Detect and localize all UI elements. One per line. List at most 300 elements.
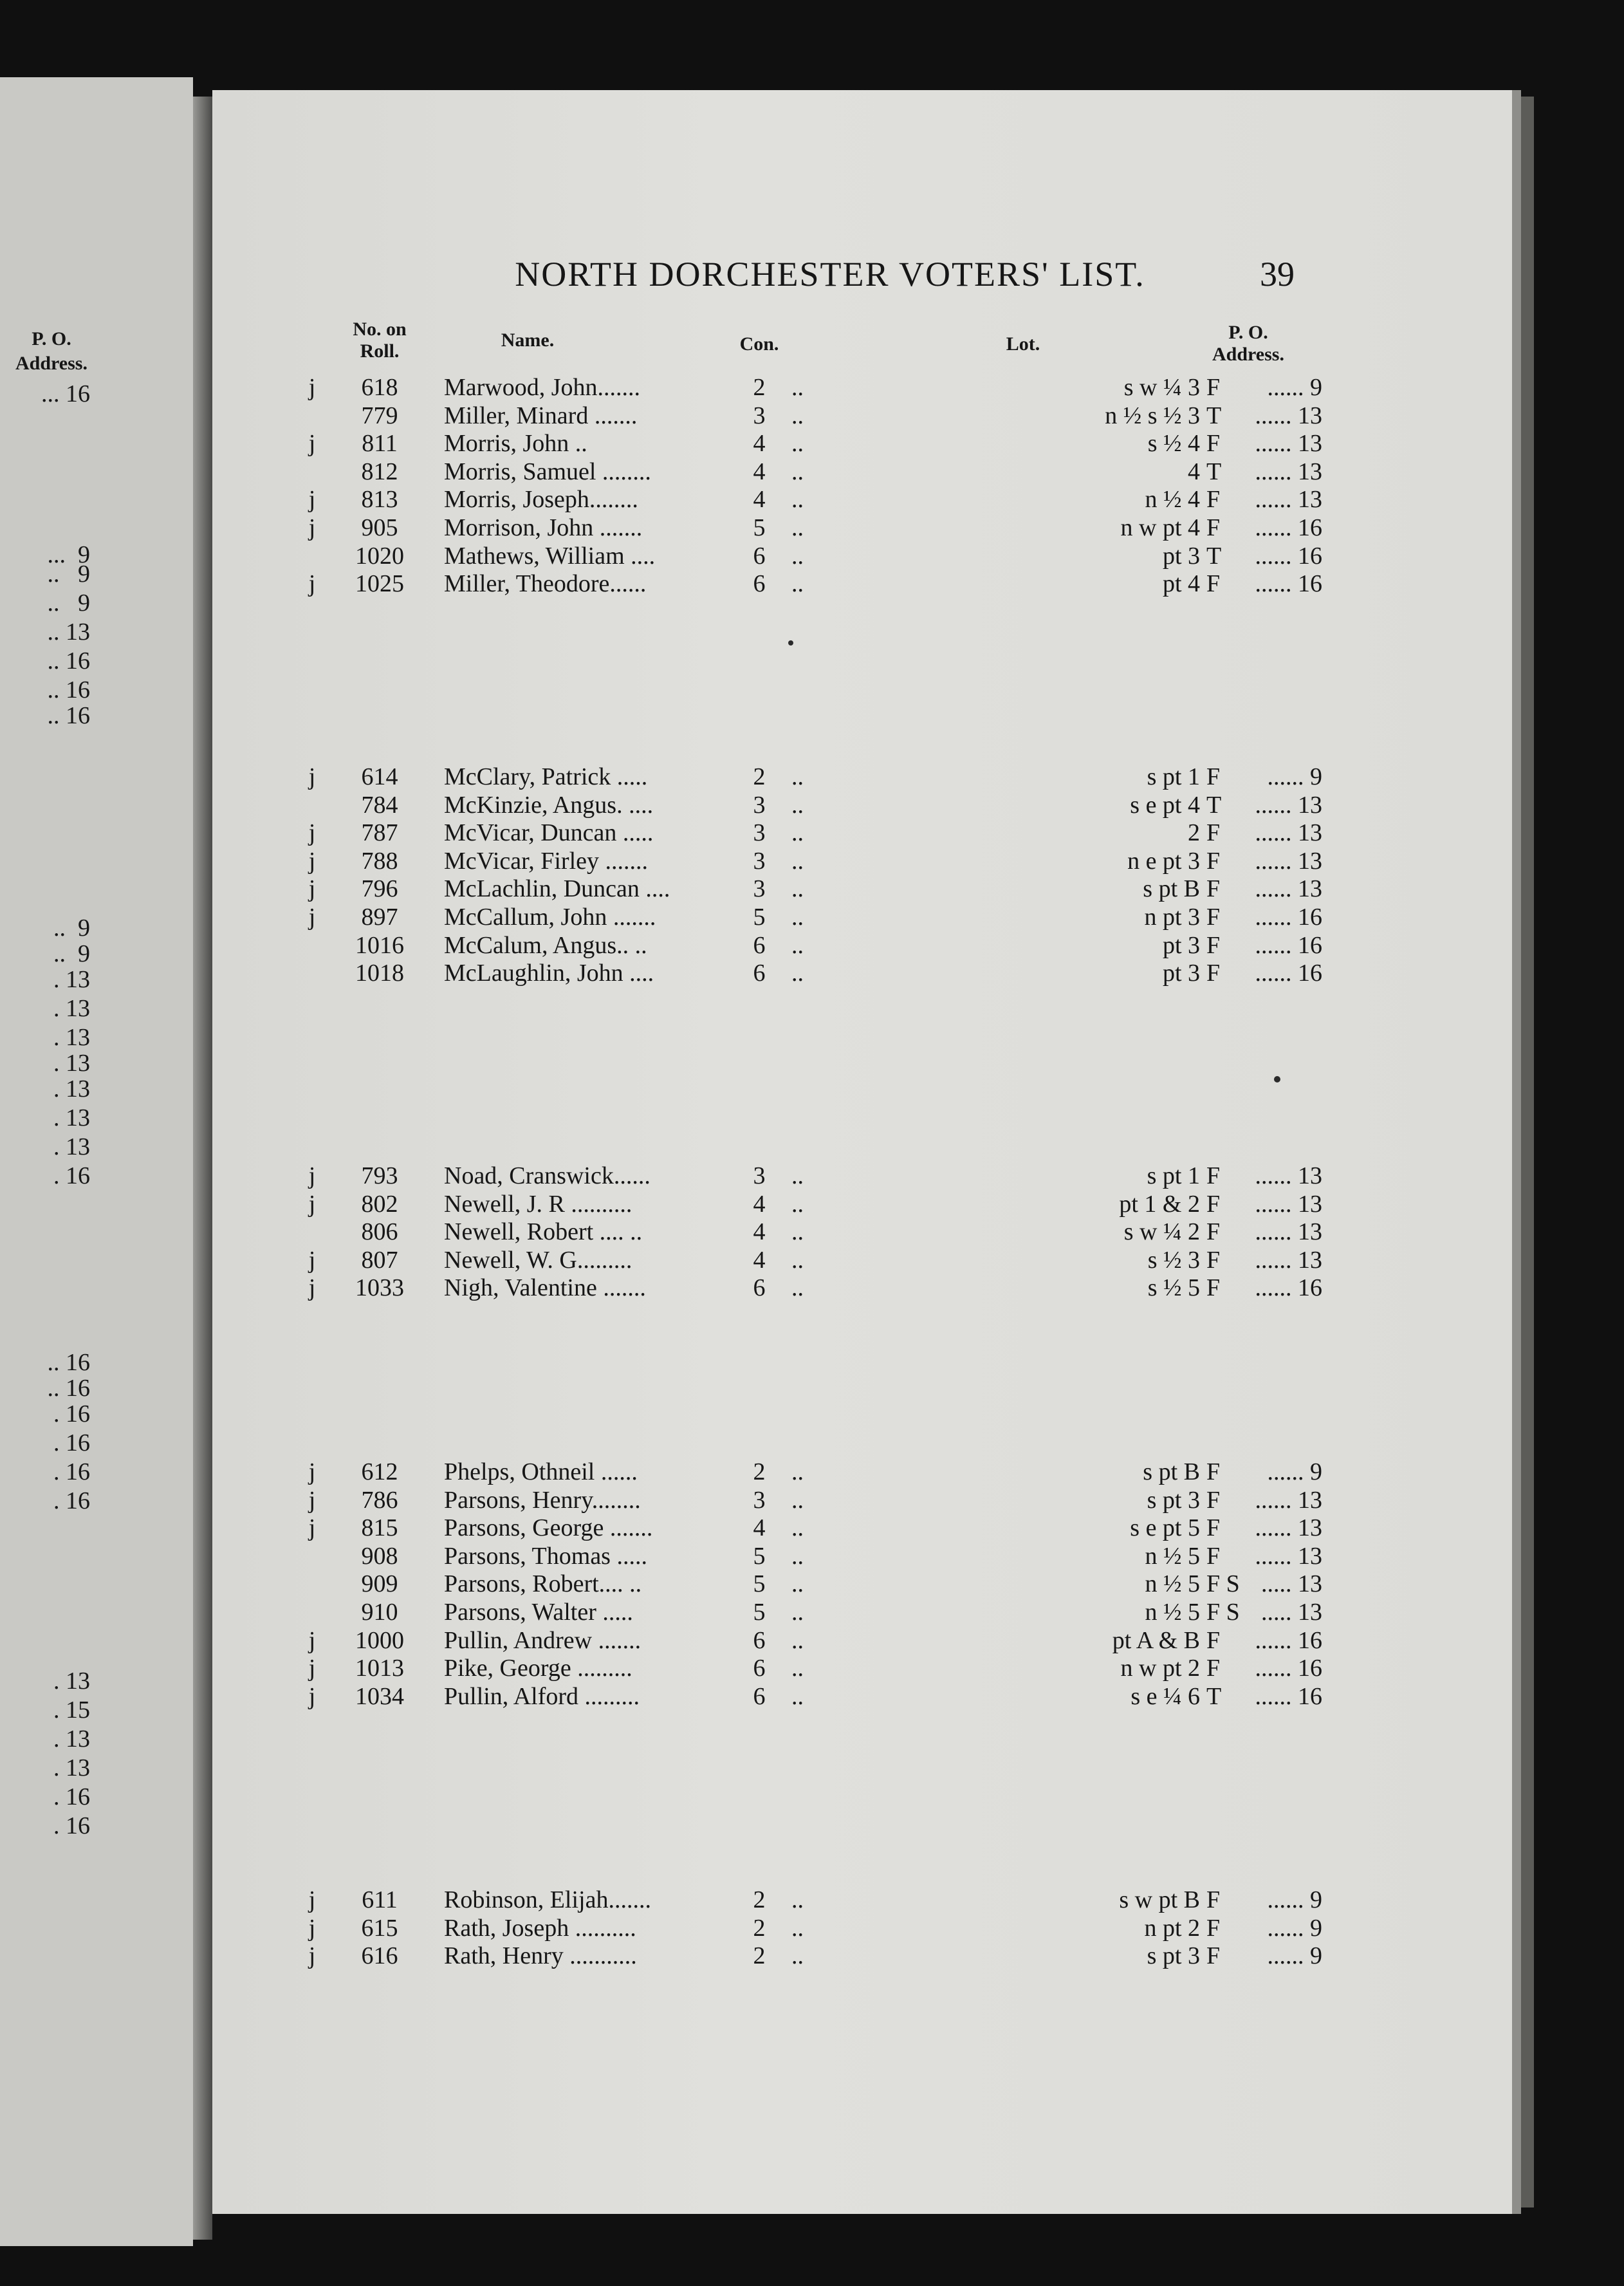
left-po-address-value: . 13 [53,1725,90,1752]
concession-number: 4 [753,430,766,458]
concession-number: 6 [753,1274,766,1302]
voter-name: Pike, George ......... [444,1655,632,1682]
leader-dots: .. [791,1514,804,1542]
voter-name: Rath, Joseph .......... [444,1914,636,1942]
voter-qualification-mark: j [308,514,316,541]
po-code: F [1206,1274,1221,1302]
left-po-address-value: . 13 [53,1754,90,1781]
lot-description: pt 3 [1162,960,1200,987]
po-address-number: ...... 9 [1267,374,1322,401]
voter-qualification-mark: j [308,1942,316,1970]
voter-row [212,1458,1512,1486]
lot-description: s pt 3 [1147,1486,1200,1514]
lot-description: pt 3 [1162,931,1200,959]
po-address-number: ...... 13 [1255,1162,1322,1189]
po-address-number: ...... 16 [1255,570,1322,598]
po-code: F [1206,904,1221,931]
left-po-address-value: .. 16 [47,1349,90,1376]
po-address-number: ...... 16 [1255,960,1322,987]
voter-name: Newell, J. R .......... [444,1190,632,1218]
ink-speck [788,640,793,646]
left-po-address-value: . 13 [53,1075,90,1102]
left-po-address-value: . 13 [53,1133,90,1160]
voter-name: McKinzie, Angus. .... [444,791,654,819]
left-po-address-value: . 16 [53,1429,90,1456]
po-code: F [1206,875,1221,903]
voter-qualification-mark: j [308,486,316,514]
voter-qualification-mark: j [308,1274,316,1302]
leader-dots: .. [791,1914,804,1942]
roll-number: 815 [361,1514,398,1542]
voter-qualification-mark: j [308,1626,316,1654]
lot-description: s w ¼ 3 [1123,374,1200,401]
leader-dots: .. [791,931,804,959]
lot-description: n w pt 2 [1120,1655,1200,1682]
left-po-address-value: . 16 [53,1458,90,1485]
voter-qualification-mark: j [308,1486,316,1514]
lot-description: 4 [1188,458,1200,485]
left-po-address-value: ... 9 [47,541,90,568]
concession-number: 5 [753,1599,766,1626]
voter-row [212,763,1512,791]
leader-dots: .. [791,570,804,598]
voter-row [212,1218,1512,1246]
po-address-number: ...... 16 [1255,1655,1322,1682]
lot-description: s w pt B [1119,1886,1200,1913]
po-code: F [1206,1542,1221,1570]
book-gutter [193,97,212,2240]
roll-number: 813 [361,486,398,514]
left-po-address-value: .. 9 [53,915,90,942]
voter-row [212,819,1512,847]
voter-qualification-mark: j [308,1886,316,1913]
roll-number: 806 [361,1218,398,1246]
voter-qualification-mark: j [308,1162,316,1189]
voter-name: Rath, Henry ........... [444,1942,637,1970]
left-po-address-value: . 13 [53,995,90,1022]
lot-description: s pt 1 [1147,1162,1200,1189]
leader-dots: .. [791,1626,804,1654]
concession-number: 3 [753,847,766,875]
roll-number: 905 [361,514,398,541]
po-code: F [1206,514,1221,541]
voter-name: Morris, Samuel ........ [444,458,651,485]
voter-name: Parsons, Thomas ..... [444,1542,647,1570]
voter-name: Parsons, George ....... [444,1514,653,1542]
voter-row [212,373,1512,402]
roll-number: 784 [361,791,398,819]
po-code: F [1206,1942,1221,1970]
leader-dots: .. [791,960,804,987]
lot-description: n ½ 5 [1145,1599,1200,1626]
ink-speck [1274,1076,1280,1083]
voter-row [212,1626,1512,1655]
po-code: F [1206,1162,1221,1189]
concession-number: 6 [753,1626,766,1654]
left-page-fragment [0,77,193,2246]
concession-number: 3 [753,875,766,903]
concession-number: 2 [753,1458,766,1485]
leader-dots: .. [791,1458,804,1485]
roll-number: 1020 [355,542,404,570]
roll-number: 611 [362,1886,398,1913]
voter-row [212,1570,1512,1598]
concession-number: 6 [753,570,766,598]
roll-number: 787 [361,819,398,847]
po-address-number: ...... 16 [1255,1626,1322,1654]
po-code: T [1206,402,1222,429]
concession-number: 5 [753,514,766,541]
voter-name: Parsons, Robert.... .. [444,1570,642,1598]
voter-row [212,514,1512,542]
lot-description: s ½ 5 [1147,1274,1200,1302]
concession-number: 2 [753,1914,766,1942]
voter-row [212,1542,1512,1570]
voter-row [212,458,1512,486]
roll-number: 812 [361,458,398,485]
po-address-number: ...... 16 [1255,542,1322,570]
po-code: F S [1206,1570,1240,1598]
po-address-number: ...... 13 [1255,402,1322,429]
concession-number: 2 [753,1942,766,1970]
roll-number: 1034 [355,1682,404,1710]
voter-row [212,570,1512,598]
voter-row [212,542,1512,570]
column-header-po-address: P. O. Address. [1212,322,1284,365]
po-code: T [1206,791,1222,819]
roll-number: 779 [361,402,398,429]
left-po-address-value: .. 9 [47,561,90,588]
roll-number: 793 [361,1162,398,1189]
po-address-number: ..... 13 [1261,1599,1322,1626]
po-code: F [1206,1914,1221,1942]
po-code: F [1206,1218,1221,1246]
voter-row [212,903,1512,931]
concession-number: 4 [753,1514,766,1542]
concession-number: 4 [753,486,766,514]
left-po-address-value: . 16 [53,1487,90,1514]
voter-name: Parsons, Walter ..... [444,1599,633,1626]
left-po-address-value: .. 16 [47,676,90,703]
lot-description: n pt 3 [1144,904,1200,931]
po-address-number: ...... 16 [1255,931,1322,959]
voter-row [212,1274,1512,1302]
concession-number: 5 [753,1570,766,1598]
lot-description: 2 [1188,819,1200,847]
voter-name: Pullin, Alford ......... [444,1682,640,1710]
voter-qualification-mark: j [308,763,316,790]
lot-description: s pt 3 [1147,1942,1200,1970]
left-po-address-value: . 13 [53,1104,90,1131]
po-address-number: ...... 13 [1255,847,1322,875]
po-address-number: ...... 13 [1255,458,1322,485]
roll-number: 1013 [355,1655,404,1682]
leader-dots: .. [791,430,804,458]
left-po-address-value: ... 16 [41,380,90,407]
leader-dots: .. [791,791,804,819]
leader-dots: .. [791,904,804,931]
voter-row [212,875,1512,903]
voter-qualification-mark: j [308,847,316,875]
po-code: T [1206,1682,1222,1710]
po-code: F [1206,1655,1221,1682]
po-address-number: ...... 13 [1255,791,1322,819]
voter-row [212,1654,1512,1682]
left-po-address-value: . 16 [53,1400,90,1427]
voter-row [212,1942,1512,1970]
concession-number: 6 [753,542,766,570]
voter-qualification-mark: j [308,1514,316,1542]
left-po-address-value: . 13 [53,1668,90,1695]
po-address-number: ...... 13 [1255,875,1322,903]
lot-description: s e pt 5 [1130,1514,1200,1542]
voter-row [212,1682,1512,1711]
leader-dots: .. [791,875,804,903]
voter-qualification-mark: j [308,1246,316,1274]
po-code: F [1206,1626,1221,1654]
po-code: F [1206,763,1221,790]
roll-number: 910 [361,1599,398,1626]
voter-name: Marwood, John....... [444,374,641,401]
voter-row [212,429,1512,458]
po-address-number: ...... 13 [1255,1486,1322,1514]
po-address-number: ...... 9 [1267,1886,1322,1913]
concession-number: 4 [753,1190,766,1218]
po-address-number: ...... 13 [1255,1218,1322,1246]
po-address-number: ...... 13 [1255,1542,1322,1570]
concession-number: 3 [753,402,766,429]
voter-qualification-mark: j [308,374,316,401]
leader-dots: .. [791,763,804,790]
left-po-address-value: . 16 [53,1162,90,1189]
voter-row [212,791,1512,819]
voter-name: Miller, Theodore...... [444,570,647,598]
voter-qualification-mark: j [308,819,316,847]
voter-name: Morrison, John ....... [444,514,643,541]
leader-dots: .. [791,1162,804,1189]
voter-row [212,1246,1512,1274]
leader-dots: .. [791,1274,804,1302]
roll-number: 616 [361,1942,398,1970]
po-code: F [1206,570,1221,598]
po-address-number: ...... 16 [1255,1274,1322,1302]
lot-description: n pt 2 [1144,1914,1200,1942]
po-address-number: ..... 13 [1261,1570,1322,1598]
po-code: F [1206,486,1221,514]
voter-row [212,1914,1512,1942]
voter-name: Morris, Joseph........ [444,486,638,514]
roll-number: 897 [361,904,398,931]
po-address-number: ...... 9 [1267,1914,1322,1942]
lot-description: pt 1 & 2 [1119,1190,1200,1218]
roll-number: 1025 [355,570,404,598]
voter-qualification-mark: j [308,1914,316,1942]
concession-number: 2 [753,1886,766,1913]
column-header-name: Name. [501,330,555,351]
left-po-address-value: . 13 [53,1050,90,1077]
voter-qualification-mark: j [308,875,316,903]
roll-number: 811 [362,430,398,458]
roll-number: 1033 [355,1274,404,1302]
lot-description: pt A & B [1112,1626,1200,1654]
concession-number: 6 [753,931,766,959]
lot-description: s pt 1 [1147,763,1200,790]
left-po-address-value: .. 16 [47,1375,90,1402]
lot-description: s w ¼ 2 [1123,1218,1200,1246]
voter-name: McVicar, Firley ....... [444,847,649,875]
leader-dots: .. [791,402,804,429]
leader-dots: .. [791,374,804,401]
po-code: F [1206,374,1221,401]
roll-number: 1016 [355,931,404,959]
voter-name: McLaughlin, John .... [444,960,654,987]
column-header-no-on-roll: No. on Roll. [353,319,407,362]
roll-number: 909 [361,1570,398,1598]
leader-dots: .. [791,1218,804,1246]
concession-number: 6 [753,1655,766,1682]
lot-description: s ½ 4 [1147,430,1200,458]
po-address-number: ...... 13 [1255,819,1322,847]
lot-description: s pt B [1143,875,1200,903]
voter-row [212,1162,1512,1190]
voters-list-page [212,90,1521,2214]
leader-dots: .. [791,1942,804,1970]
leader-dots: .. [791,1542,804,1570]
leader-dots: .. [791,1599,804,1626]
column-header-con: Con. [739,333,779,355]
voter-name: Robinson, Elijah....... [444,1886,651,1913]
voter-name: Newell, W. G......... [444,1246,632,1274]
po-code: F [1206,1246,1221,1274]
voter-name: Mathews, William .... [444,542,656,570]
voter-row [212,959,1512,987]
voter-row [212,1486,1512,1514]
leader-dots: .. [791,486,804,514]
roll-number: 807 [361,1246,398,1274]
leader-dots: .. [791,542,804,570]
po-address-number: ...... 13 [1255,1514,1322,1542]
voter-row [212,1886,1512,1914]
voter-qualification-mark: j [308,1458,316,1485]
voter-name: Morris, John .. [444,430,587,458]
left-po-address-value: .. 16 [47,702,90,729]
voter-qualification-mark: j [308,1190,316,1218]
po-code: F [1206,931,1221,959]
voter-name: McClary, Patrick ..... [444,763,648,790]
voter-row [212,485,1512,514]
lot-description: s pt B [1143,1458,1200,1485]
roll-number: 1000 [355,1626,404,1654]
page-title: NORTH DORCHESTER VOTERS' LIST. [515,255,1145,293]
voter-qualification-mark: j [308,1655,316,1682]
concession-number: 4 [753,1246,766,1274]
concession-number: 3 [753,791,766,819]
voter-name: Noad, Cranswick...... [444,1162,651,1189]
lot-description: n ½ 5 [1145,1570,1200,1598]
voter-qualification-mark: j [308,1682,316,1710]
lot-description: n e pt 3 [1127,847,1200,875]
concession-number: 4 [753,1218,766,1246]
voter-row [212,1598,1512,1626]
po-address-number: ...... 9 [1267,763,1322,790]
left-po-address-value: . 15 [53,1696,90,1724]
left-po-address-value: . 16 [53,1812,90,1839]
voter-name: Nigh, Valentine ....... [444,1274,646,1302]
left-po-address-value: .. 13 [47,618,90,646]
roll-number: 908 [361,1542,398,1570]
lot-description: s ½ 3 [1147,1246,1200,1274]
voter-name: Parsons, Henry........ [444,1486,641,1514]
lot-description: pt 4 [1162,570,1200,598]
po-code: F [1206,1514,1221,1542]
concession-number: 4 [753,458,766,485]
po-code: F [1206,960,1221,987]
voter-qualification-mark: j [308,430,316,458]
po-code: F [1206,1190,1221,1218]
left-po-address-value: . 13 [53,966,90,993]
left-po-address-value: .. 16 [47,647,90,674]
po-code: F [1206,847,1221,875]
leader-dots: .. [791,847,804,875]
po-address-number: ...... 9 [1267,1942,1322,1970]
voter-name: McCallum, John ....... [444,904,656,931]
lot-description: n w pt 4 [1120,514,1200,541]
concession-number: 6 [753,1682,766,1710]
lot-description: s e ¼ 6 [1130,1682,1200,1710]
page-number: 39 [1260,255,1295,293]
column-header-lot: Lot. [1006,333,1040,355]
roll-number: 618 [361,374,398,401]
leader-dots: .. [791,1486,804,1514]
leader-dots: .. [791,1682,804,1710]
voter-name: Miller, Minard ....... [444,402,638,429]
leader-dots: .. [791,514,804,541]
voter-row [212,847,1512,875]
po-code: F S [1206,1599,1240,1626]
po-code: F [1206,430,1221,458]
concession-number: 5 [753,904,766,931]
concession-number: 3 [753,819,766,847]
leader-dots: .. [791,819,804,847]
po-address-number: ...... 16 [1255,514,1322,541]
roll-number: 615 [361,1914,398,1942]
voter-name: McCalum, Angus.. .. [444,931,647,959]
lot-description: pt 3 [1162,542,1200,570]
lot-description: n ½ 4 [1145,486,1200,514]
leader-dots: .. [791,1655,804,1682]
roll-number: 802 [361,1190,398,1218]
lot-description: n ½ 5 [1145,1542,1200,1570]
po-address-number: ...... 13 [1255,1190,1322,1218]
po-code: F [1206,1486,1221,1514]
lot-description: s e pt 4 [1130,791,1200,819]
roll-number: 786 [361,1486,398,1514]
voter-name: McLachlin, Duncan .... [444,875,670,903]
voter-row [212,931,1512,960]
voter-row [212,1190,1512,1218]
concession-number: 5 [753,1542,766,1570]
po-address-number: ...... 9 [1267,1458,1322,1485]
concession-number: 2 [753,763,766,790]
concession-number: 6 [753,960,766,987]
po-address-number: ...... 13 [1255,486,1322,514]
roll-number: 1018 [355,960,404,987]
lot-description: n ½ s ½ 3 [1105,402,1200,429]
voter-row [212,402,1512,430]
concession-number: 3 [753,1486,766,1514]
voter-name: Phelps, Othneil ...... [444,1458,638,1485]
po-code: T [1206,542,1222,570]
